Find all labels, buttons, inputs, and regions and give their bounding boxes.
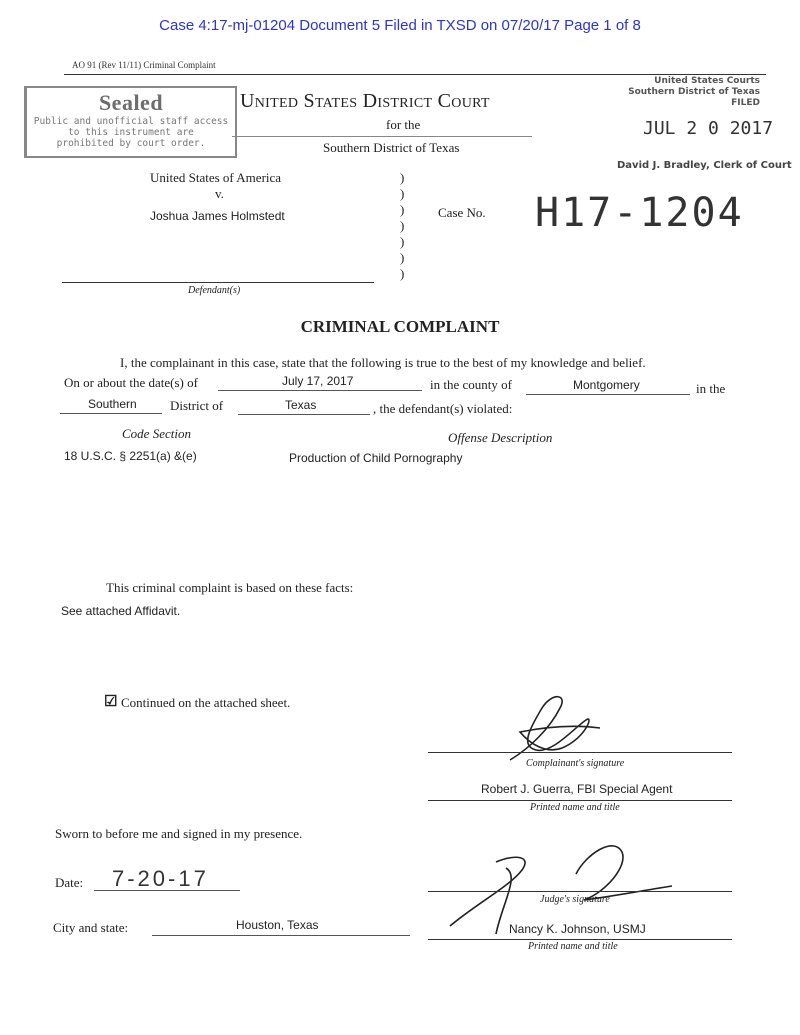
caption-paren: )	[400, 186, 405, 201]
filed-line-2: Southern District of Texas	[628, 87, 760, 97]
caption-paren: )	[400, 170, 405, 185]
code-section: 18 U.S.C. § 2251(a) &(e)	[64, 449, 197, 463]
court-district: Southern District of Texas	[323, 140, 460, 155]
filing-header: Case 4:17-mj-01204 Document 5 Filed in TXSD on 07/20/17 Page 1 of 8	[159, 17, 641, 34]
defendant-rule	[62, 282, 374, 283]
sealed-line-2: to this instrument are	[68, 127, 194, 138]
date-label: On or about the date(s) of	[64, 375, 198, 390]
date-rule	[218, 390, 422, 391]
sealed-line-1: Public and unofficial staff access	[33, 116, 229, 127]
state-rule	[238, 414, 370, 415]
city-state-rule	[152, 935, 410, 936]
checkbox-checked-icon: ☑	[104, 694, 118, 710]
district-name: Southern	[88, 397, 137, 411]
filed-line-3: FILED	[731, 98, 760, 108]
defendant-label: Defendant(s)	[188, 285, 241, 296]
caption-paren: )	[400, 218, 405, 233]
court-for-the: for the	[386, 117, 421, 132]
offense-date: July 17, 2017	[282, 374, 354, 388]
county-rule	[526, 394, 690, 395]
judge-signature-label: Judge's signature	[540, 894, 610, 905]
caption-paren: )	[400, 250, 405, 265]
based-on-facts: This criminal complaint is based on these facts:	[106, 580, 354, 595]
facts: See attached Affidavit.	[61, 604, 181, 618]
filed-line-1: United States Courts	[654, 76, 760, 86]
date-signed: 7-20-17	[112, 866, 209, 891]
judge-signature-rule	[428, 891, 732, 892]
sworn-statement: Sworn to before me and signed in my presence.	[55, 826, 303, 841]
clerk-of-court: David J. Bradley, Clerk of Court	[617, 160, 792, 171]
district-name-rule	[60, 413, 162, 414]
district-rule	[232, 136, 532, 137]
state: Texas	[285, 398, 317, 412]
court-name: United States District Court	[240, 90, 490, 112]
sealed-stamp	[24, 86, 237, 158]
case-no-label: Case No.	[438, 205, 486, 220]
caption-paren: )	[400, 266, 405, 281]
sealed-line-3: prohibited by court order.	[56, 138, 206, 149]
judge-printed-label: Printed name and title	[528, 941, 618, 952]
filed-date: JUL 2 0 2017	[643, 118, 774, 139]
offense-description: Production of Child Pornography	[289, 451, 463, 465]
judge-name-rule	[428, 939, 732, 940]
caption-paren: )	[400, 202, 405, 217]
county: Montgomery	[573, 378, 640, 392]
district-of-label: District of	[170, 398, 224, 413]
date-signed-rule	[94, 890, 240, 891]
complainant-signature-label: Complainant's signature	[526, 758, 625, 769]
complainant-printed-label: Printed name and title	[530, 802, 620, 813]
violated-label: , the defendant(s) violated:	[373, 401, 513, 416]
caption-paren: )	[400, 234, 405, 249]
plaintiff: United States of America	[150, 170, 282, 185]
document-title: CRIMINAL COMPLAINT	[300, 317, 500, 336]
versus: v.	[215, 186, 224, 201]
header-rule	[64, 74, 766, 75]
complainant-signature-rule	[428, 752, 732, 753]
intro-statement: I, the complainant in this case, state that the following is true to the best of my knowledge and belief.	[120, 355, 646, 370]
date-signed-label: Date:	[55, 875, 84, 890]
complainant-printed-name: Robert J. Guerra, FBI Special Agent	[481, 782, 673, 796]
city-state: Houston, Texas	[236, 918, 319, 932]
in-the-label: in the	[696, 381, 726, 396]
filed-stamp	[628, 76, 760, 109]
complainant-name-rule	[428, 800, 732, 801]
sealed-title: Sealed	[98, 90, 164, 115]
case-number: H17-1204	[535, 190, 744, 236]
city-state-label: City and state:	[53, 920, 129, 935]
defendant-name: Joshua James Holmstedt	[150, 209, 285, 223]
county-label: in the county of	[430, 377, 512, 392]
offense-description-label: Offense Description	[448, 430, 553, 445]
code-section-label: Code Section	[122, 426, 191, 441]
form-id: AO 91 (Rev 11/11) Criminal Complaint	[72, 60, 216, 70]
continued-note: Continued on the attached sheet.	[121, 695, 291, 710]
judge-printed-name: Nancy K. Johnson, USMJ	[509, 922, 646, 936]
